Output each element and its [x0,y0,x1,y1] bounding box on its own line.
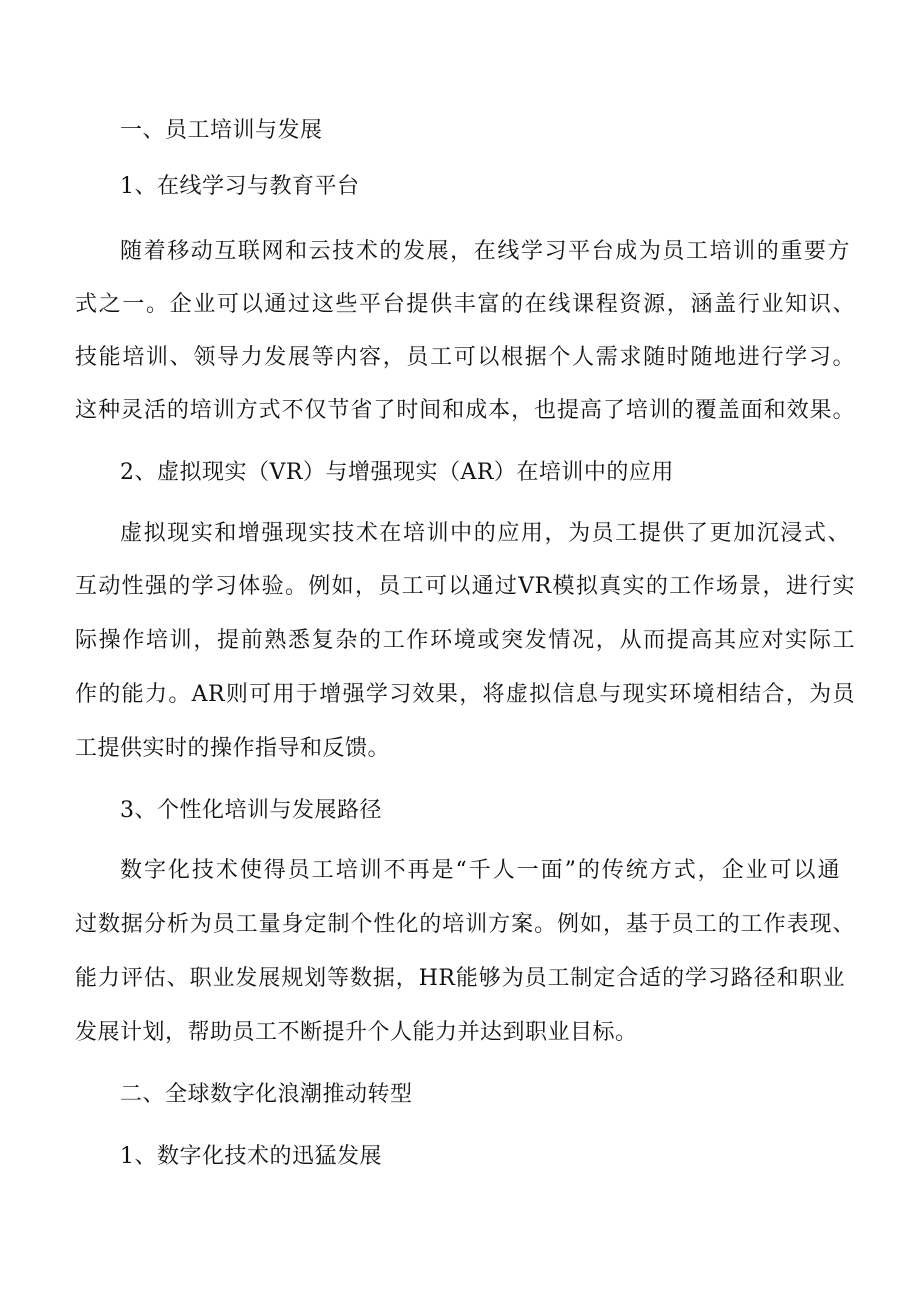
subsection-heading-1-2: 2、虚拟现实（VR）与增强现实（AR）在培训中的应用 [120,460,674,485]
subsection-heading-1-1: 1、在线学习与教育平台 [120,174,360,199]
subsection-heading-2-1: 1、数字化技术的迅猛发展 [120,1144,382,1169]
paragraph-line: 这种灵活的培训方式不仅节省了时间和成本，也提高了培训的覆盖面和效果。 [75,398,855,423]
section-heading-1: 一、员工培训与发展 [120,118,323,143]
paragraph-line: 发展计划，帮助员工不断提升个人能力并达到职业目标。 [75,1020,638,1045]
paragraph-line: 数字化技术使得员工培训不再是“千人一面”的传统方式，企业可以通 [120,858,840,883]
paragraph-line: 随着移动互联网和云技术的发展，在线学习平台成为员工培训的重要方 [120,239,850,264]
paragraph-line: 过数据分析为员工量身定制个性化的培训方案。例如，基于员工的工作表现、 [75,912,855,937]
subsection-heading-1-3: 3、个性化培训与发展路径 [120,798,382,823]
section-heading-2: 二、全球数字化浪潮推动转型 [120,1082,413,1107]
paragraph-line: 互动性强的学习体验。例如，员工可以通过VR模拟真实的工作场景，进行实 [75,574,855,599]
paragraph-line: 能力评估、职业发展规划等数据，HR能够为员工制定合适的学习路径和职业 [75,966,845,991]
paragraph-line: 际操作培训，提前熟悉复杂的工作环境或突发情况，从而提高其应对实际工 [75,628,855,653]
paragraph-line: 虚拟现实和增强现实技术在培训中的应用，为员工提供了更加沉浸式、 [120,521,850,546]
paragraph-line: 式之一。企业可以通过这些平台提供丰富的在线课程资源，涵盖行业知识、 [75,292,855,317]
paragraph-line: 技能培训、领导力发展等内容，员工可以根据个人需求随时随地进行学习。 [75,345,855,370]
paragraph-line: 作的能力。AR则可用于增强学习效果，将虚拟信息与现实环境相结合，为员 [75,682,855,707]
paragraph-line: 工提供实时的操作指导和反馈。 [75,736,391,761]
